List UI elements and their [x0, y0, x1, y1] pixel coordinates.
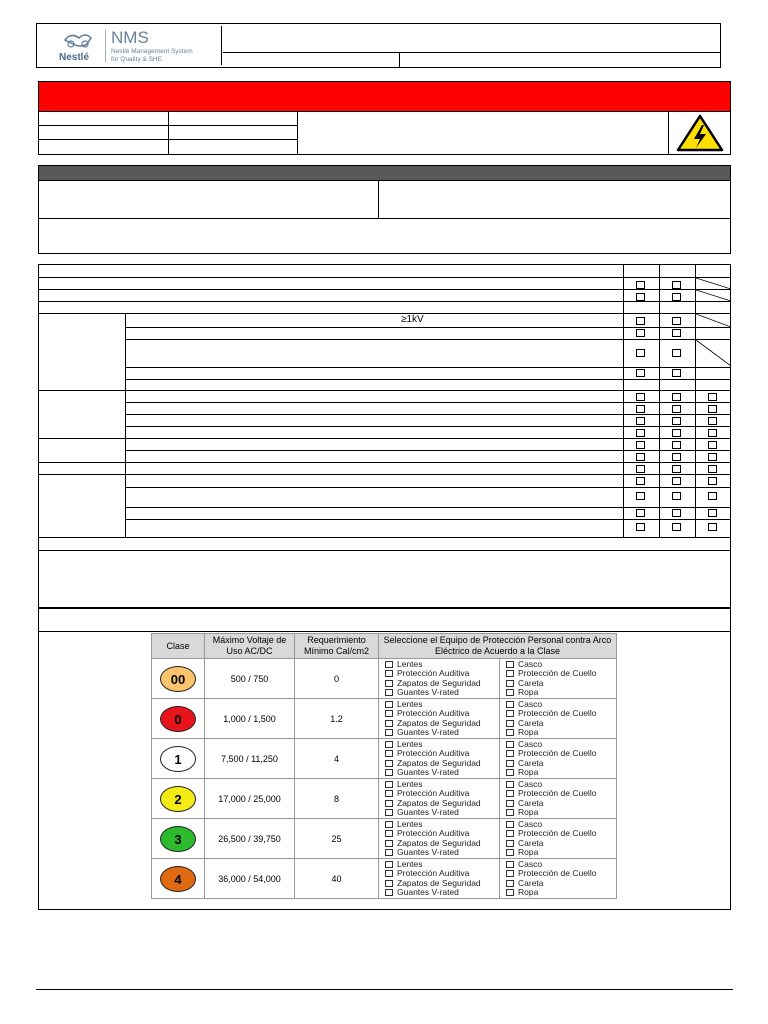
checkbox[interactable]	[636, 453, 645, 461]
ppe-option-label: Zapatos de Seguridad	[397, 757, 481, 768]
ppe-option-label: Zapatos de Seguridad	[397, 717, 481, 728]
logo-block	[39, 26, 222, 65]
ppe-option-label: Lentes	[397, 818, 423, 829]
ppe-option-label: Guantes V-rated	[397, 807, 459, 817]
checkbox[interactable]	[506, 889, 514, 896]
class-badge: 00	[160, 666, 196, 692]
ppe-option-label: Lentes	[397, 698, 423, 709]
ppe-option-label: Protección Auditiva	[397, 788, 470, 798]
ppe-option[interactable]	[506, 888, 616, 898]
cal-cell: 40	[295, 859, 379, 899]
info-label-2	[39, 126, 169, 140]
checkbox[interactable]	[636, 477, 645, 485]
info-label-1	[39, 112, 169, 126]
na-diagonal-icon	[696, 314, 731, 379]
checkbox[interactable]	[636, 349, 645, 357]
ppe-options-right	[500, 859, 617, 899]
checkbox[interactable]	[385, 680, 393, 687]
section-field-full	[39, 219, 730, 253]
checkbox[interactable]	[506, 661, 514, 668]
checkbox[interactable]	[708, 509, 717, 517]
header-field-left	[223, 53, 400, 67]
checkbox[interactable]	[506, 729, 514, 736]
checkbox[interactable]	[672, 293, 681, 301]
ppe-options-left	[379, 659, 500, 699]
section-field-right	[379, 181, 730, 219]
info-block	[38, 111, 731, 155]
checkbox[interactable]	[672, 349, 681, 357]
ppe-options-right	[500, 779, 617, 819]
document-header	[36, 23, 721, 68]
ppe-option-label: Careta	[518, 877, 544, 888]
ppe-option-label: Guantes V-rated	[397, 767, 459, 777]
ppe-option-label: Guantes V-rated	[397, 847, 459, 857]
ppe-option-label: Protección Auditiva	[397, 708, 470, 718]
ppe-section-header	[38, 608, 731, 632]
checkbox[interactable]	[672, 441, 681, 449]
footer-rule	[36, 989, 733, 990]
header-voltaje: Máximo Voltaje de Uso AC/DC	[205, 634, 295, 659]
ppe-option[interactable]	[506, 688, 616, 698]
ppe-option-label: Zapatos de Seguridad	[397, 797, 481, 808]
checkbox[interactable]	[385, 710, 393, 717]
checkbox[interactable]	[385, 821, 393, 828]
ppe-option-label: Lentes	[397, 738, 423, 749]
ppe-options-left	[379, 779, 500, 819]
ppe-options-right	[500, 699, 617, 739]
ppe-option-label: Careta	[518, 757, 544, 768]
ppe-option-label: Casco	[518, 858, 543, 869]
clase-cell	[152, 779, 205, 819]
ppe-option-label: Ropa	[518, 847, 539, 857]
ppe-options-left	[379, 859, 500, 899]
ppe-option-label: Protección de Cuello	[518, 828, 597, 838]
ppe-option-label: Casco	[518, 818, 543, 829]
ppe-option-label: Lentes	[397, 858, 423, 869]
ppe-option-label: Ropa	[518, 687, 539, 697]
ppe-option-label: Ropa	[518, 727, 539, 737]
clase-cell	[152, 659, 205, 699]
checkbox[interactable]	[672, 369, 681, 377]
voltaje-cell: 500 / 750	[205, 659, 295, 699]
checkbox[interactable]	[506, 769, 514, 776]
ppe-row	[152, 659, 617, 699]
logo-divider	[105, 30, 106, 62]
ppe-option-label: Protección Auditiva	[397, 828, 470, 838]
checkbox[interactable]	[385, 741, 393, 748]
ppe-option-label: Guantes V-rated	[397, 887, 459, 897]
checkbox[interactable]	[708, 405, 717, 413]
checkbox[interactable]	[506, 710, 514, 717]
checkbox[interactable]	[636, 281, 645, 289]
kv-label: ≥1kV	[401, 314, 424, 325]
ppe-option-label: Casco	[518, 778, 543, 789]
clase-cell	[152, 739, 205, 779]
checkbox[interactable]	[636, 405, 645, 413]
class-badge: 4	[160, 866, 196, 892]
ppe-row	[152, 699, 617, 739]
checkbox[interactable]	[672, 417, 681, 425]
ppe-option-label: Zapatos de Seguridad	[397, 877, 481, 888]
clase-cell	[152, 819, 205, 859]
checkbox[interactable]	[506, 870, 514, 877]
checkbox[interactable]	[385, 849, 393, 856]
logo-subtitle-1: Nestlé Management System	[111, 48, 193, 55]
ppe-option-label: Lentes	[397, 658, 423, 669]
clase-cell	[152, 699, 205, 739]
checkbox[interactable]	[672, 523, 681, 531]
ppe-class-table	[151, 633, 617, 899]
checkbox[interactable]	[385, 880, 393, 887]
checkbox[interactable]	[506, 701, 514, 708]
voltaje-cell: 17,000 / 25,000	[205, 779, 295, 819]
checkbox[interactable]	[636, 369, 645, 377]
ppe-option[interactable]	[506, 728, 616, 738]
checkbox[interactable]	[636, 465, 645, 473]
header-seleccione: Seleccione el Equipo de Protección Personal contra Arco Eléctrico de Acuerdo a la Clase	[379, 634, 617, 659]
checkbox[interactable]	[672, 509, 681, 517]
ppe-section	[38, 631, 731, 910]
ppe-option-label: Lentes	[397, 778, 423, 789]
checkbox[interactable]	[506, 670, 514, 677]
clase-cell	[152, 859, 205, 899]
logo-brand: Nestlé	[59, 52, 90, 63]
checkbox[interactable]	[385, 769, 393, 776]
header-field-right	[400, 53, 720, 67]
ppe-option-label: Casco	[518, 738, 543, 749]
ppe-option[interactable]	[385, 888, 499, 898]
checkbox[interactable]	[672, 453, 681, 461]
voltaje-cell: 1,000 / 1,500	[205, 699, 295, 739]
cal-cell: 0	[295, 659, 379, 699]
ppe-row	[152, 819, 617, 859]
ppe-option[interactable]	[385, 848, 499, 858]
checkbox[interactable]	[636, 509, 645, 517]
checkbox[interactable]	[672, 429, 681, 437]
checkbox[interactable]	[708, 429, 717, 437]
checkbox[interactable]	[708, 441, 717, 449]
ppe-option-label: Protección Auditiva	[397, 668, 470, 678]
checkbox[interactable]	[672, 405, 681, 413]
class-badge: 1	[160, 746, 196, 772]
checkbox[interactable]	[385, 689, 393, 696]
checkbox[interactable]	[385, 750, 393, 757]
checkbox[interactable]	[672, 281, 681, 289]
ppe-options-right	[500, 739, 617, 779]
checkbox[interactable]	[636, 417, 645, 425]
red-title-banner	[38, 81, 731, 112]
checkbox[interactable]	[385, 889, 393, 896]
ppe-option[interactable]	[506, 808, 616, 818]
ppe-options-right	[500, 659, 617, 699]
checkbox[interactable]	[636, 329, 645, 337]
ppe-option-label: Casco	[518, 658, 543, 669]
ppe-option-label: Protección Auditiva	[397, 868, 470, 878]
ppe-option-label: Casco	[518, 698, 543, 709]
checkbox[interactable]	[708, 492, 717, 500]
ppe-option-label: Protección de Cuello	[518, 868, 597, 878]
ppe-options-left	[379, 699, 500, 739]
class-badge: 2	[160, 786, 196, 812]
ppe-option-label: Careta	[518, 797, 544, 808]
high-voltage-warning-icon	[675, 113, 725, 153]
checkbox[interactable]	[385, 870, 393, 877]
checkbox[interactable]	[506, 680, 514, 687]
checkbox[interactable]	[506, 880, 514, 887]
checkbox[interactable]	[708, 393, 717, 401]
checkbox[interactable]	[385, 800, 393, 807]
checkbox[interactable]	[506, 821, 514, 828]
checklist-grid	[38, 264, 731, 608]
logo-title: NMS	[111, 28, 149, 47]
checkbox[interactable]	[385, 840, 393, 847]
ppe-option-label: Ropa	[518, 767, 539, 777]
class-badge: 0	[160, 706, 196, 732]
ppe-options-left	[379, 819, 500, 859]
ppe-option-label: Protección de Cuello	[518, 708, 597, 718]
checkbox[interactable]	[636, 492, 645, 500]
class-badge: 3	[160, 826, 196, 852]
checkbox[interactable]	[506, 800, 514, 807]
logo-subtitle-2: for Quality & SHE	[111, 56, 162, 63]
ppe-option-label: Ropa	[518, 887, 539, 897]
ppe-row	[152, 859, 617, 899]
voltaje-cell: 36,000 / 54,000	[205, 859, 295, 899]
ppe-option[interactable]	[506, 848, 616, 858]
ppe-row	[152, 739, 617, 779]
checkbox[interactable]	[636, 523, 645, 531]
checkbox[interactable]	[708, 523, 717, 531]
checkbox[interactable]	[506, 720, 514, 727]
section-field-left	[39, 181, 379, 219]
checkbox[interactable]	[506, 830, 514, 837]
checkbox[interactable]	[385, 720, 393, 727]
ppe-option[interactable]	[385, 728, 499, 738]
ppe-option-label: Protección de Cuello	[518, 668, 597, 678]
checkbox[interactable]	[385, 809, 393, 816]
ppe-option-label: Careta	[518, 677, 544, 688]
cal-cell: 25	[295, 819, 379, 859]
checkbox[interactable]	[672, 329, 681, 337]
checkbox[interactable]	[385, 790, 393, 797]
checkbox[interactable]	[385, 729, 393, 736]
info-description	[298, 112, 669, 154]
checkbox[interactable]	[506, 790, 514, 797]
info-value-3	[169, 140, 298, 154]
checkbox[interactable]	[636, 317, 645, 325]
ppe-row	[152, 779, 617, 819]
ppe-option-label: Protección Auditiva	[397, 748, 470, 758]
ppe-option-label: Ropa	[518, 807, 539, 817]
info-label-3	[39, 140, 169, 154]
info-value-1	[169, 112, 298, 126]
checkbox[interactable]	[672, 477, 681, 485]
ppe-option[interactable]	[385, 808, 499, 818]
checkbox[interactable]	[506, 840, 514, 847]
checkbox[interactable]	[672, 465, 681, 473]
ppe-option-label: Protección de Cuello	[518, 748, 597, 758]
section-header-bar	[38, 165, 731, 181]
ppe-option-label: Guantes V-rated	[397, 687, 459, 697]
checkbox[interactable]	[672, 492, 681, 500]
checkbox[interactable]	[385, 661, 393, 668]
checkbox[interactable]	[672, 393, 681, 401]
checkbox[interactable]	[506, 809, 514, 816]
ppe-option[interactable]	[385, 768, 499, 778]
checkbox[interactable]	[506, 849, 514, 856]
checkbox[interactable]	[636, 293, 645, 301]
ppe-option-label: Zapatos de Seguridad	[397, 677, 481, 688]
ppe-option-label: Protección de Cuello	[518, 788, 597, 798]
na-diagonal-icon	[696, 278, 731, 301]
ppe-option-label: Careta	[518, 837, 544, 848]
checkbox[interactable]	[506, 689, 514, 696]
info-value-2	[169, 126, 298, 140]
checkbox[interactable]	[385, 670, 393, 677]
cal-cell: 4	[295, 739, 379, 779]
ppe-option-label: Guantes V-rated	[397, 727, 459, 737]
header-clase: Clase	[152, 634, 205, 659]
checkbox[interactable]	[385, 701, 393, 708]
cal-cell: 8	[295, 779, 379, 819]
ppe-options-right	[500, 819, 617, 859]
ppe-option[interactable]	[506, 768, 616, 778]
header-field-title	[223, 24, 720, 53]
checkbox[interactable]	[385, 830, 393, 837]
checkbox[interactable]	[672, 317, 681, 325]
voltaje-cell: 26,500 / 39,750	[205, 819, 295, 859]
ppe-option-label: Careta	[518, 717, 544, 728]
checkbox[interactable]	[506, 750, 514, 757]
checkbox[interactable]	[385, 861, 393, 868]
checkbox[interactable]	[636, 441, 645, 449]
checkbox[interactable]	[506, 741, 514, 748]
checkbox[interactable]	[506, 760, 514, 767]
header-requerimiento: Requerimiento Mínimo Cal/cm2	[295, 634, 379, 659]
checkbox[interactable]	[708, 453, 717, 461]
checkbox[interactable]	[385, 760, 393, 767]
cal-cell: 1.2	[295, 699, 379, 739]
checkbox[interactable]	[506, 781, 514, 788]
checkbox[interactable]	[708, 417, 717, 425]
ppe-options-left	[379, 739, 500, 779]
checkbox[interactable]	[636, 429, 645, 437]
checkbox[interactable]	[636, 393, 645, 401]
checkbox[interactable]	[506, 861, 514, 868]
checkbox[interactable]	[708, 465, 717, 473]
ppe-option-label: Zapatos de Seguridad	[397, 837, 481, 848]
voltaje-cell: 7,500 / 11,250	[205, 739, 295, 779]
ppe-option[interactable]	[385, 688, 499, 698]
checkbox[interactable]	[708, 477, 717, 485]
section-fields	[38, 180, 731, 254]
checkbox[interactable]	[385, 781, 393, 788]
